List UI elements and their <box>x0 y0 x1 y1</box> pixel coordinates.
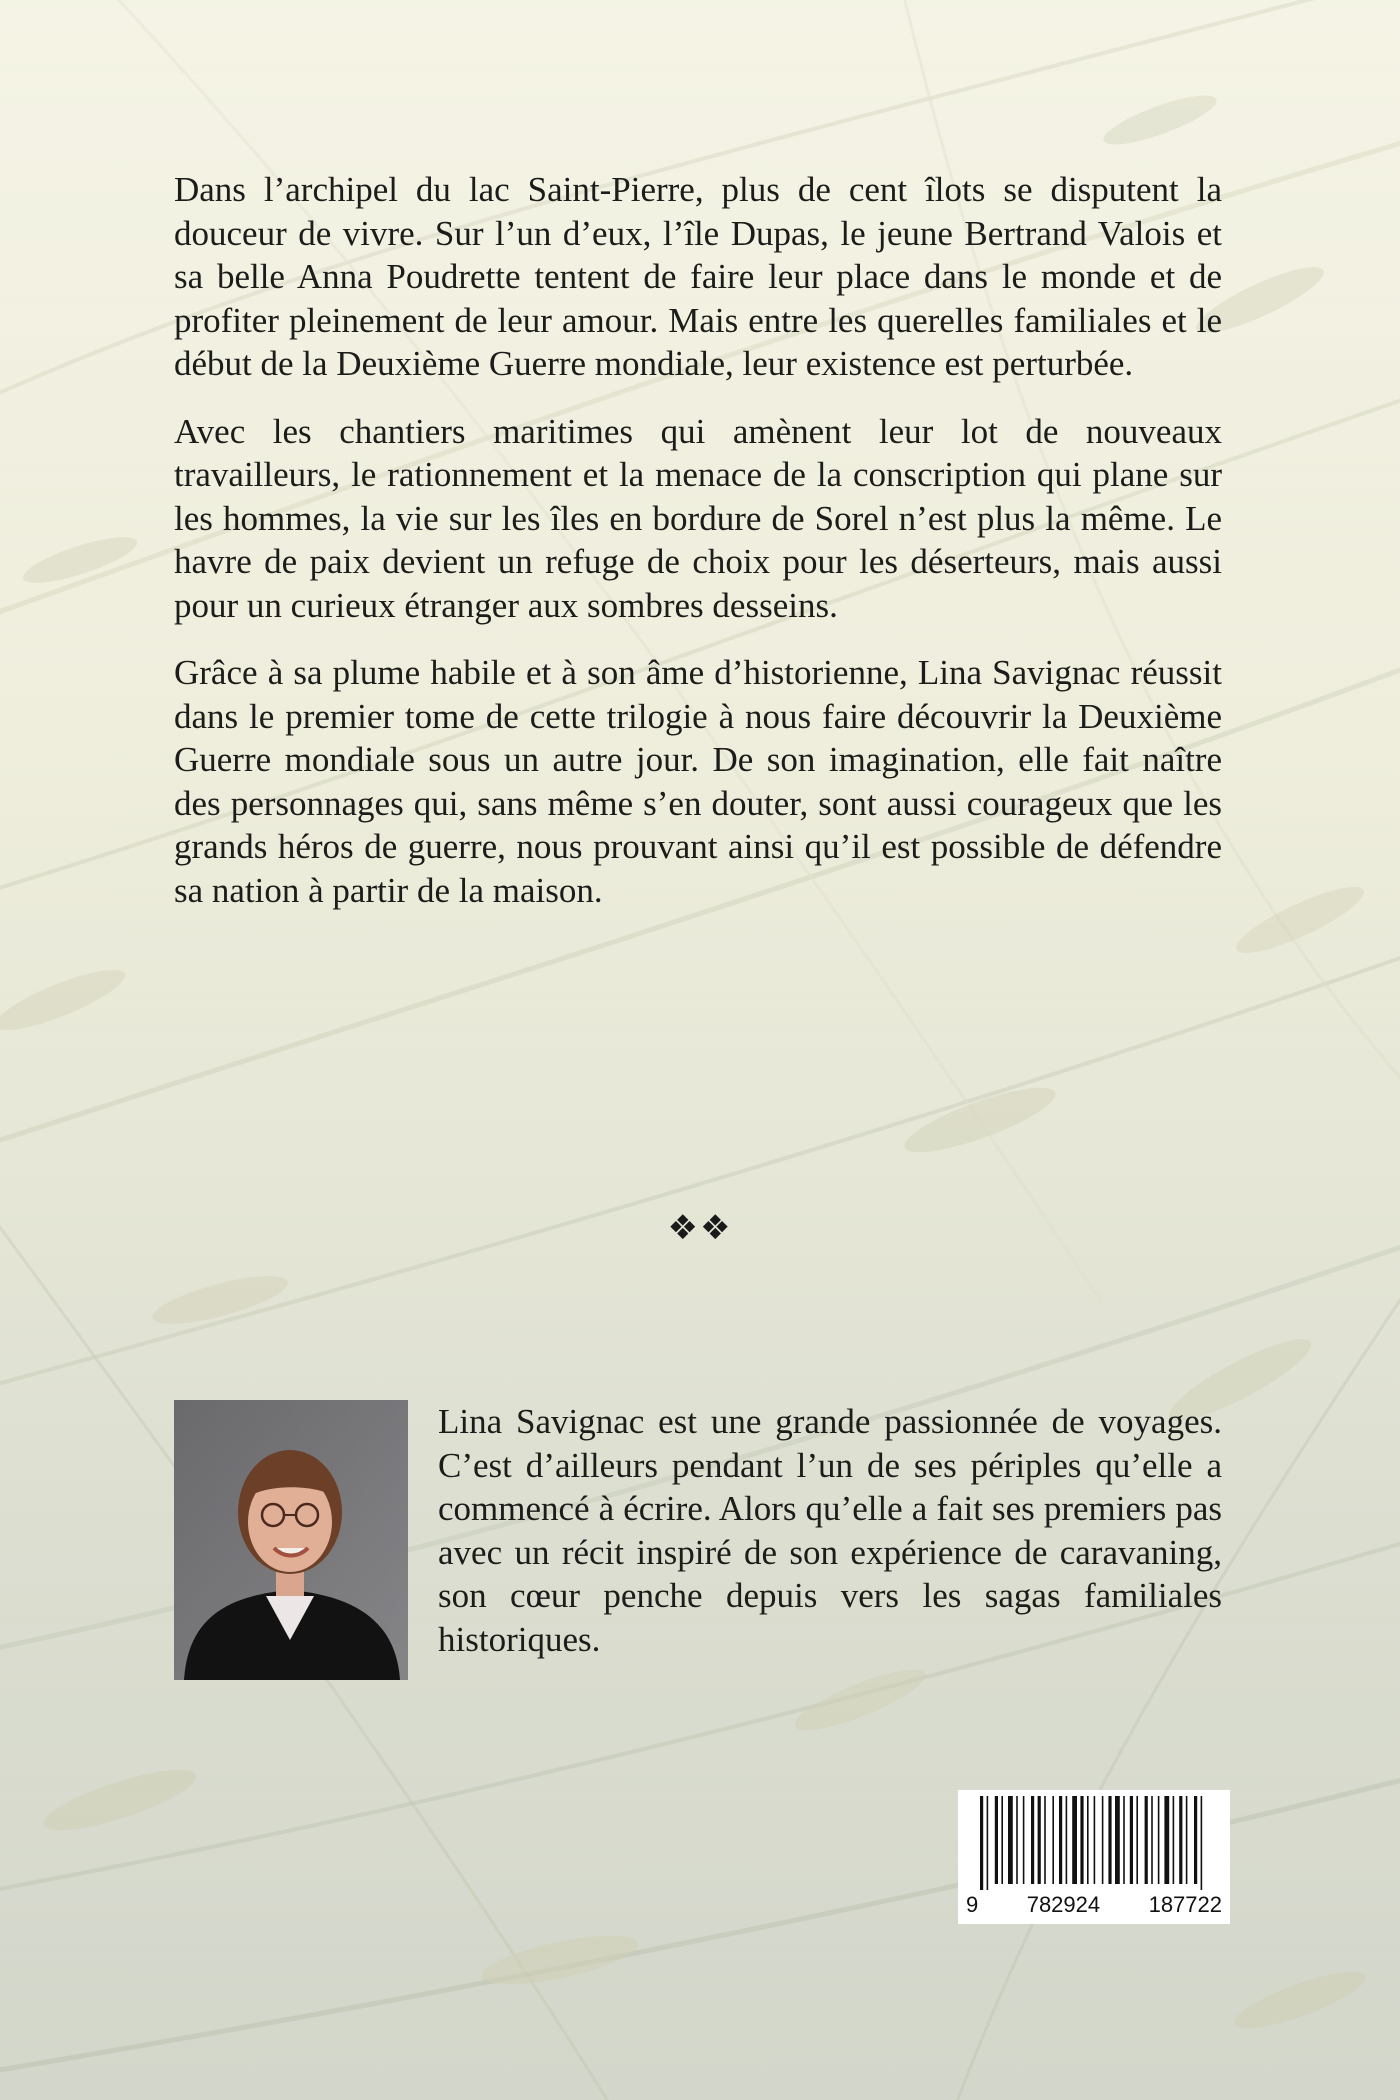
barcode-bar <box>1052 1796 1054 1884</box>
isbn-digit-group: 9 <box>966 1892 979 1917</box>
barcode-bar <box>1186 1796 1188 1884</box>
barcode-bar <box>1130 1796 1133 1884</box>
barcode-bar <box>1164 1796 1169 1884</box>
barcode-bar <box>1094 1796 1096 1884</box>
author-bio: Lina Savignac est une grande passionnée de voyages. C’est d’ailleurs pendant l’un de ses périples qu’elle a commencé à écrire. Alors qu’elle a fait ses premiers pas avec un récit inspiré de son expérience de caravaning, son cœur penche depuis vers les sagas familiales historiques. <box>438 1402 1222 1659</box>
barcode-bar <box>1179 1796 1182 1884</box>
barcode-bar <box>1145 1796 1148 1884</box>
barcode-bar <box>1158 1796 1160 1884</box>
barcode-bar <box>1031 1796 1034 1884</box>
barcode-bar <box>1044 1796 1046 1884</box>
synopsis-paragraph: Dans l’archipel du lac Saint-Pierre, plus de cent îlots se disputent la douceur de vivre. Sur l’un d’eux, l’île Dupas, le jeune Bertrand Valois et sa belle Anna Poudrette tentent de faire leur place dans le monde et de profiter pleinement de leur amour. Mais entre les querelles familiales et le début de la Deuxième Guerre mondiale, leur existence est perturbée. <box>174 170 1222 383</box>
ornament-divider: ❖❖ <box>667 1208 733 1248</box>
synopsis-paragraph: Grâce à sa plume habile et à son âme d’historienne, Lina Savignac réussit dans le premier tome de cette trilogie à nous faire découvrir la Deuxième Guerre mondiale sous un autre jour. De son imagination, elle fait naître des personnages qui, sans même s’en douter, sont aussi courageux que les grands héros de guerre, nous prouvant ainsi qu’il est possible de défendre sa nation à partir de la maison. <box>174 653 1222 910</box>
barcode-bar <box>1059 1796 1062 1884</box>
barcode-bar <box>1201 1796 1203 1890</box>
barcode-bar <box>1151 1796 1153 1884</box>
barcode-bar <box>1016 1796 1018 1884</box>
isbn-number <box>958 1892 1230 1918</box>
barcode-bar <box>1173 1796 1175 1884</box>
isbn-digit-group: 187722 <box>1148 1892 1222 1917</box>
barcode-bar <box>1023 1796 1025 1884</box>
barcode-bar <box>1087 1796 1089 1884</box>
barcode-bar <box>1136 1796 1138 1884</box>
barcode-bar <box>1115 1796 1120 1884</box>
barcode-bar <box>980 1796 983 1890</box>
barcode-bar <box>1072 1796 1077 1884</box>
barcode-bar <box>987 1796 989 1890</box>
isbn-barcode <box>958 1790 1230 1924</box>
author-photo <box>174 1400 408 1680</box>
isbn-digit-group: 782924 <box>1026 1892 1101 1917</box>
barcode-bar <box>1123 1796 1125 1884</box>
barcode-bar <box>1080 1796 1083 1884</box>
barcode-bar <box>1066 1796 1068 1884</box>
barcode-bar <box>1108 1796 1111 1884</box>
barcode-bar <box>1102 1796 1104 1884</box>
synopsis-paragraph: Avec les chantiers maritimes qui amènent leur lot de nouveaux travailleurs, le rationnement et la menace de la conscription qui plane sur les hommes, la vie sur les îles en bordure de Sorel n’est plus la même. Le havre de paix devient un refuge de choix pour les déserteurs, mais aussi pour un curieux étranger aux sombres desseins. <box>174 411 1222 625</box>
barcode-bar <box>1008 1796 1013 1884</box>
barcode-bar <box>1194 1796 1197 1884</box>
barcode-bar <box>1038 1796 1041 1884</box>
barcode-bar <box>1001 1796 1003 1884</box>
synopsis <box>174 168 1222 936</box>
barcode-bar <box>995 1796 998 1884</box>
